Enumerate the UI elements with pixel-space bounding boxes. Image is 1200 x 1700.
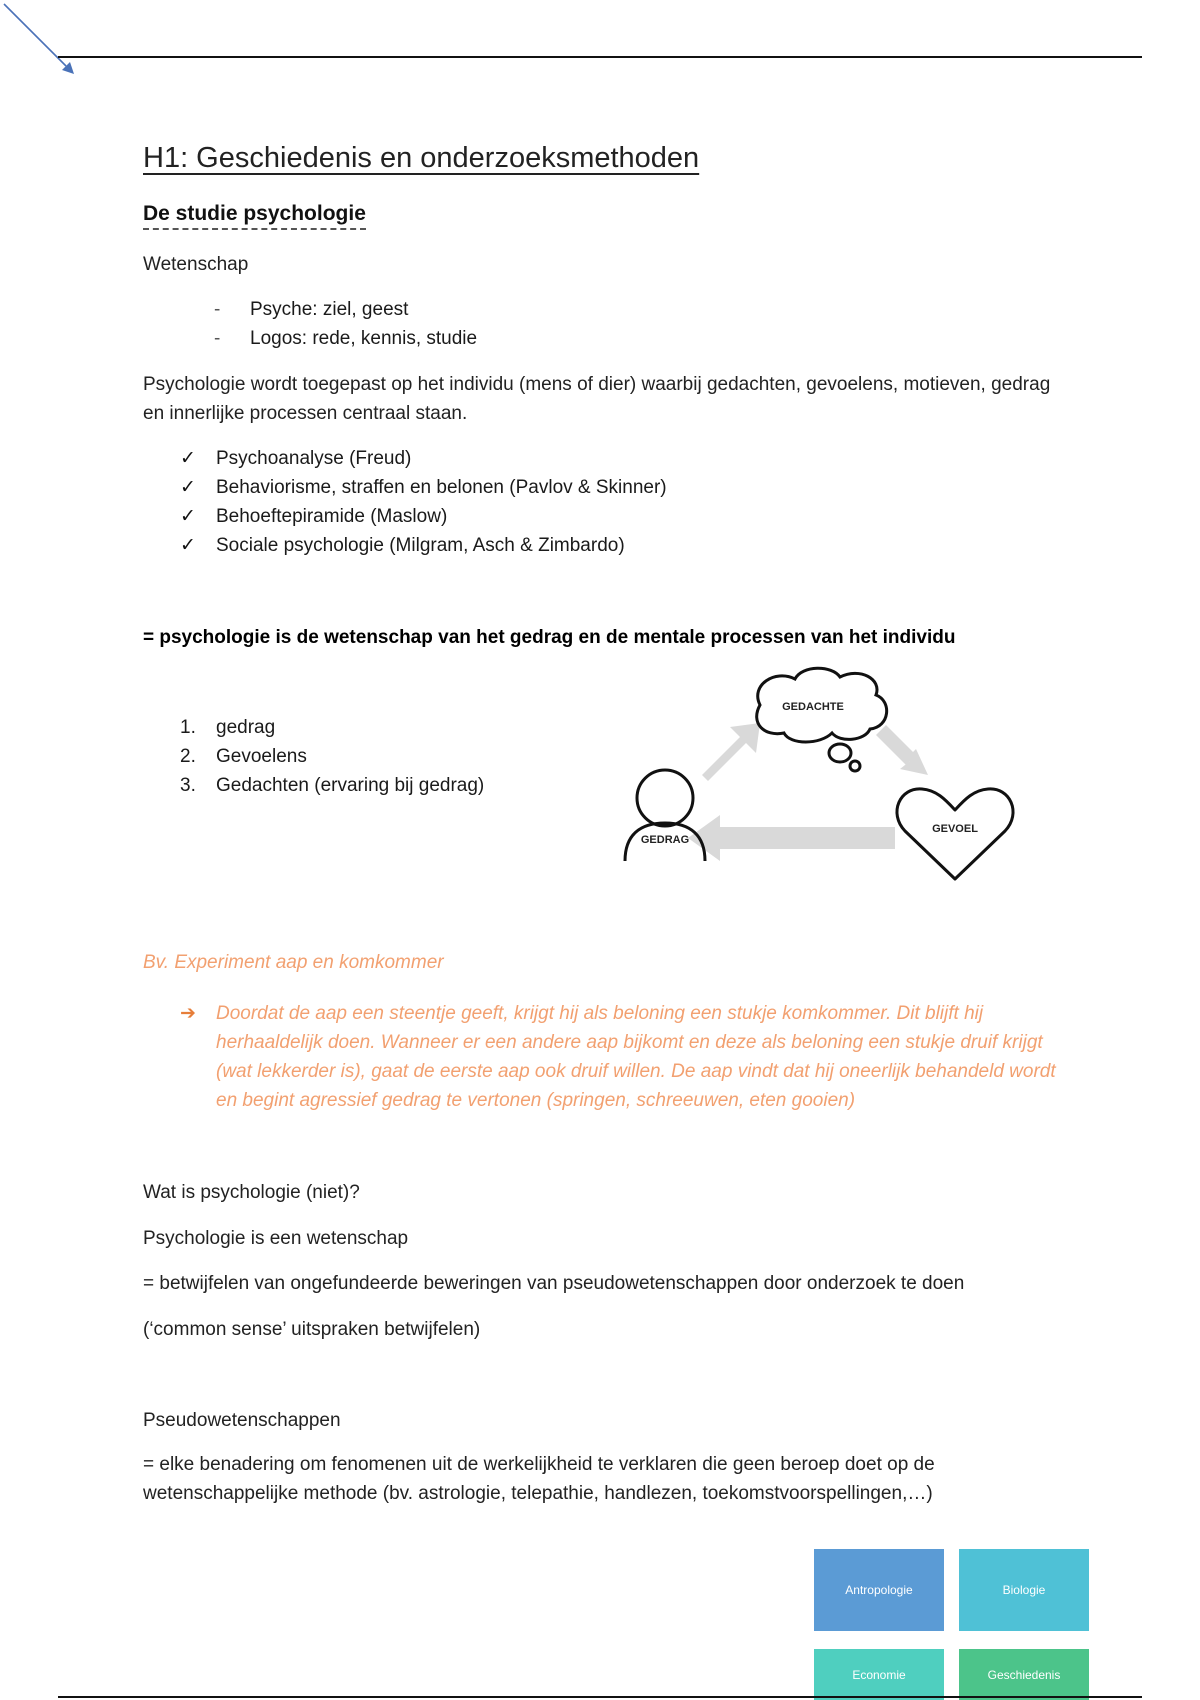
check-icon: ✓	[180, 448, 196, 469]
discipline-tile: Antropologie	[814, 1549, 944, 1631]
dash-marker: -	[214, 328, 221, 349]
behavior-cycle-diagram	[610, 665, 1030, 895]
section-title: De studie psychologie	[143, 202, 366, 230]
common-sense-note: (‘common sense’ uitspraken betwijfelen)	[143, 1319, 481, 1340]
pseudoscience-definition: = elke benadering om fenomenen uit de werkelijkheid te verklaren die geen beroep doet op de wetenschappelijke methode (bv. astrologie, telepathie, handlezen, toekomstvoorspellingen,…)	[143, 1454, 935, 1504]
wetenschap-label: Wetenschap	[143, 254, 249, 275]
header-rule	[58, 56, 1142, 58]
example-text: Doordat de aap een steentje geeft, krijgt hij als beloning een stukje komkommer. Dit blijft hij herhaaldelijk doen. Wanneer er een andere aap bijkomt en deze als beloning een stukje druif krijgt (wat lekkerder is), gaat de eerste aap ook druif willen. De aap vindt dat hij oneerlijk behandeld wordt en begint agressief gedrag te vertonen (springen, schreeuwen, eten gooien)	[216, 1003, 1056, 1111]
pseudoscience-title: Pseudowetenschappen	[143, 1410, 341, 1431]
footer-rule	[58, 1696, 1142, 1698]
arrow-up-right-icon	[702, 723, 760, 781]
list-item: - Psyche: ziel, geest	[214, 295, 477, 324]
science-explanation: = betwijfelen van ongefundeerde beweringen van pseudowetenschappen door onderzoek te doen	[143, 1273, 965, 1294]
example-title: Bv. Experiment aap en komkommer	[143, 952, 444, 973]
behavior-label: GEDRAG	[640, 834, 690, 846]
arrow-down-right-icon	[876, 725, 928, 775]
section-question: Wat is psychologie (niet)?	[143, 1182, 360, 1203]
person-icon	[625, 770, 705, 861]
check-icon: ✓	[180, 535, 196, 556]
heart-icon	[897, 789, 1013, 879]
list-item: ✓ Sociale psychologie (Milgram, Asch & Zimbardo)	[180, 531, 667, 560]
discipline-tile: Economie	[814, 1649, 944, 1700]
check-icon: ✓	[180, 477, 196, 498]
thought-label: GEDACHTE	[782, 701, 844, 713]
corner-arrow-icon	[0, 0, 90, 90]
intro-paragraph: Psychologie wordt toegepast op het individu (mens of dier) waarbij gedachten, gevoelens, motieven, gedrag en innerlijke processen centraal staan.	[143, 374, 1051, 424]
list-item: 1. gedrag	[180, 717, 276, 738]
example-body	[180, 999, 1060, 1115]
list-item: 3. Gedachten (ervaring bij gedrag)	[180, 775, 485, 796]
definition: = psychologie is de wetenschap van het gedrag en de mentale processen van het individu	[143, 627, 956, 648]
schools-list	[180, 444, 667, 560]
discipline-tile: Biologie	[959, 1549, 1089, 1631]
dash-marker: -	[214, 299, 221, 320]
list-item: ✓ Behoeftepiramide (Maslow)	[180, 502, 667, 531]
page-title: H1: Geschiedenis en onderzoeksmethoden	[143, 142, 700, 174]
list-item: ✓ Behaviorisme, straffen en belonen (Pavlov & Skinner)	[180, 473, 667, 502]
list-item: ✓ Psychoanalyse (Freud)	[180, 444, 667, 473]
list-item: 2. Gevoelens	[180, 746, 307, 767]
etymology-list	[214, 295, 477, 353]
check-icon: ✓	[180, 506, 196, 527]
components-list	[180, 713, 484, 800]
arrow-left-icon	[688, 815, 895, 861]
list-item: - Logos: rede, kennis, studie	[214, 324, 477, 353]
arrow-right-icon: ➔	[180, 1003, 196, 1024]
feeling-label: GEVOEL	[932, 823, 978, 835]
science-statement: Psychologie is een wetenschap	[143, 1228, 409, 1249]
discipline-tile: Geschiedenis	[959, 1649, 1089, 1700]
thought-cloud-icon	[757, 668, 887, 771]
